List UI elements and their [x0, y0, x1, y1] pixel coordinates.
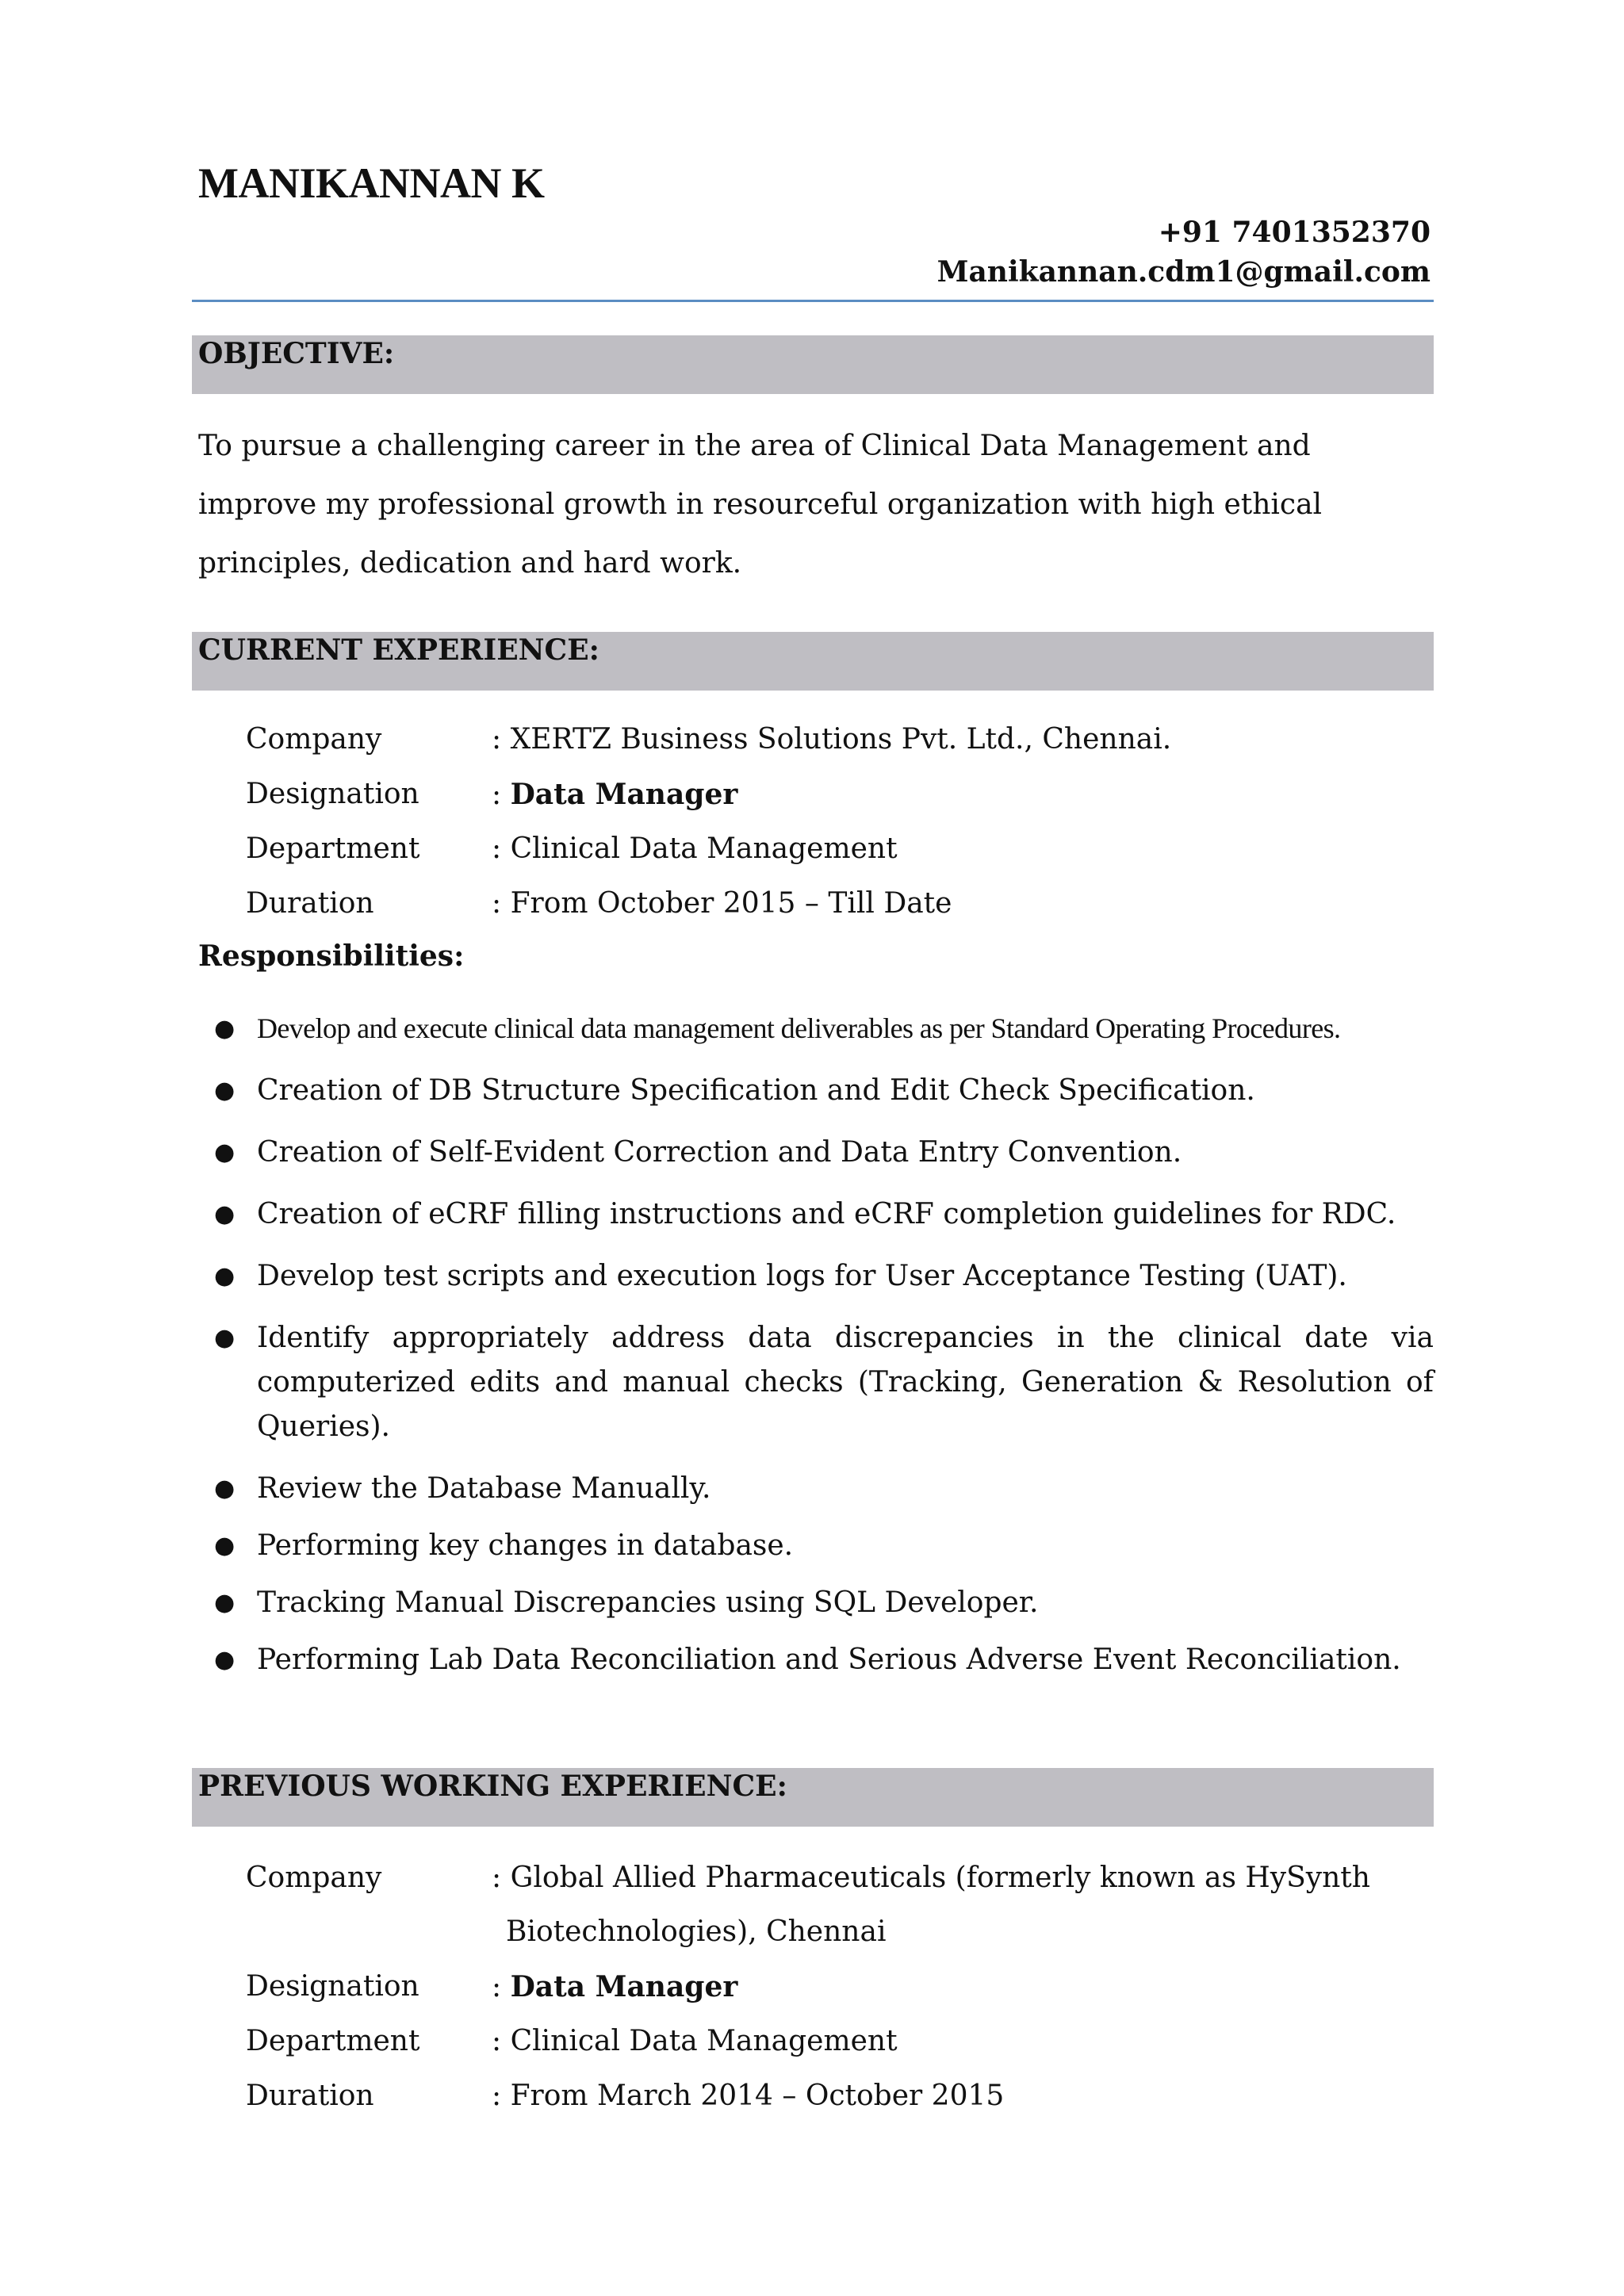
- objective-text: To pursue a challenging career in the area of Clinical Data Management and improve my professional growth in resourceful organization with high ethical principles, dedication and hard work.: [198, 430, 1323, 580]
- filled-circle-bullet-icon: ●: [214, 1324, 236, 1352]
- filled-circle-bullet-icon: ●: [214, 1200, 236, 1228]
- current-experience-heading: CURRENT EXPERIENCE:: [192, 632, 1434, 691]
- previous-company-row: [246, 1858, 1404, 1967]
- previous-company-value-wrap: [492, 1858, 1404, 1967]
- responsibilities-list: [198, 1007, 1434, 1682]
- previous-department-label: Department: [246, 2025, 420, 2057]
- current-designation-value: Data Manager: [510, 778, 738, 811]
- previous-designation-prefix: :: [492, 1971, 511, 2003]
- current-experience-details: [246, 720, 1404, 939]
- filled-circle-bullet-icon: ●: [214, 1532, 236, 1559]
- current-duration-row: [246, 884, 1404, 939]
- previous-duration-label: Duration: [246, 2080, 374, 2112]
- list-item: ● Performing Lab Data Reconciliation and Serious Adverse Event Reconciliation.: [198, 1638, 1434, 1682]
- list-item: ● Creation of DB Structure Specification and Edit Check Specification.: [198, 1069, 1434, 1113]
- list-item: ● Performing key changes in database.: [198, 1524, 1434, 1568]
- filled-circle-bullet-icon: ●: [214, 1077, 236, 1104]
- header-divider: [192, 300, 1434, 302]
- contact-block: [937, 212, 1431, 292]
- current-company-label: Company: [246, 723, 382, 756]
- list-item: ● Identify appropriately address data discrepancies in the clinical date via computerized edits and manual checks (Tracking, Generation & Resolution of Queries).: [198, 1316, 1434, 1449]
- previous-designation-value-wrap: [492, 1967, 1404, 2022]
- candidate-name: MANIKANNAN K: [198, 159, 545, 207]
- current-duration-value: : From October 2015 – Till Date: [492, 887, 952, 920]
- list-item: ● Review the Database Manually.: [198, 1467, 1434, 1511]
- previous-department-row: [246, 2022, 1404, 2076]
- previous-duration-row: [246, 2076, 1404, 2131]
- previous-duration-value: : From March 2014 – October 2015: [492, 2080, 1005, 2112]
- current-designation-value-wrap: [492, 775, 1404, 829]
- filled-circle-bullet-icon: ●: [214, 1646, 236, 1674]
- filled-circle-bullet-icon: ●: [214, 1138, 236, 1166]
- previous-company-label: Company: [246, 1862, 382, 1894]
- current-duration-label: Duration: [246, 887, 374, 920]
- current-company-value: : XERTZ Business Solutions Pvt. Ltd., Chennai.: [492, 723, 1172, 756]
- list-item: ● Develop and execute clinical data management deliverables as per Standard Operating Procedures.: [198, 1007, 1434, 1050]
- objective-heading: OBJECTIVE:: [192, 335, 1434, 394]
- list-item: ● Tracking Manual Discrepancies using SQL Developer.: [198, 1581, 1434, 1625]
- current-company-row: [246, 720, 1404, 775]
- previous-designation-row: [246, 1967, 1404, 2022]
- phone-number: +91 7401352370: [1158, 216, 1431, 249]
- previous-designation-label: Designation: [246, 1970, 419, 2003]
- email-address: Manikannan.cdm1@gmail.com: [936, 255, 1431, 289]
- list-item: ● Creation of Self-Evident Correction and Data Entry Convention.: [198, 1131, 1434, 1175]
- filled-circle-bullet-icon: ●: [214, 1262, 236, 1290]
- current-department-label: Department: [246, 832, 420, 865]
- previous-experience-details: [246, 1858, 1404, 2131]
- filled-circle-bullet-icon: ●: [214, 1015, 236, 1043]
- current-designation-label: Designation: [246, 778, 419, 810]
- filled-circle-bullet-icon: ●: [214, 1589, 236, 1617]
- current-designation-prefix: :: [492, 779, 511, 811]
- list-item: ● Develop test scripts and execution logs for User Acceptance Testing (UAT).: [198, 1254, 1434, 1299]
- previous-designation-value: Data Manager: [510, 1970, 738, 2003]
- list-item: ● Creation of eCRF filling instructions and eCRF completion guidelines for RDC.: [198, 1192, 1434, 1237]
- current-designation-row: [246, 775, 1404, 829]
- previous-experience-heading: PREVIOUS WORKING EXPERIENCE:: [192, 1768, 1434, 1827]
- current-department-value: : Clinical Data Management: [492, 832, 898, 865]
- previous-company-value: : Global Allied Pharmaceuticals (formerly known as HySynth: [492, 1862, 1370, 1894]
- previous-department-value: : Clinical Data Management: [492, 2025, 898, 2057]
- filled-circle-bullet-icon: ●: [214, 1475, 236, 1502]
- previous-company-continuation: Biotechnologies), Chennai: [506, 1915, 887, 1948]
- responsibilities-heading: Responsibilities:: [198, 939, 465, 973]
- current-department-row: [246, 829, 1404, 884]
